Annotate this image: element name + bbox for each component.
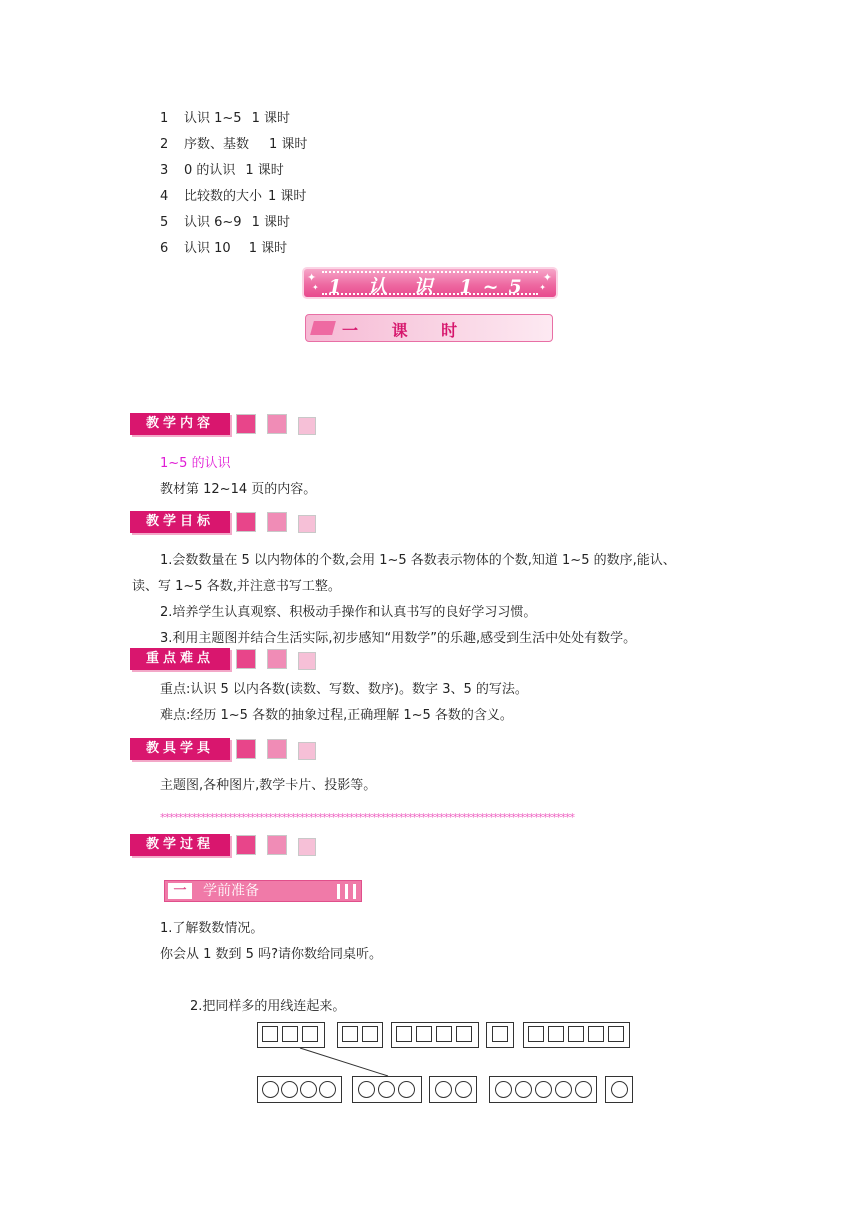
toc-num: 5 — [160, 215, 169, 230]
circles-group[interactable] — [352, 1076, 422, 1103]
section-label: 教具学具 — [130, 738, 230, 760]
goal-line: 2.培养学生认真观察、积极动手操作和认真书写的良好学习习惯。 — [160, 605, 537, 620]
exercise-line: 2.把同样多的用线连起来。 — [190, 999, 346, 1014]
lesson-title: 1 认 识 1~5 — [328, 276, 532, 298]
circle — [435, 1081, 452, 1098]
circle — [378, 1081, 395, 1098]
circle — [515, 1081, 532, 1098]
circles-group[interactable] — [489, 1076, 597, 1103]
toc-time: 1 课时 — [245, 163, 284, 178]
sparkle-icon: ✦ — [542, 271, 552, 284]
key-point-line: 重点:认识 5 以内各数(读数、写数、数序)。数字 3、5 的写法。 — [160, 682, 528, 697]
circles-group[interactable] — [605, 1076, 633, 1103]
lesson-period: 一 课 时 — [342, 321, 472, 340]
toc-time: 1 课时 — [268, 189, 307, 204]
toc-title: 认识 1~5 — [184, 111, 242, 126]
toc-title: 认识 6~9 — [184, 215, 242, 230]
tools-line: 主题图,各种图片,教学卡片、投影等。 — [160, 778, 377, 793]
toc-time: 1 课时 — [269, 137, 308, 152]
circle — [300, 1081, 317, 1098]
goal-line: 1.会数数量在 5 以内物体的个数,会用 1~5 各数表示物体的个数,知道 1~5 的数序,能认、 — [160, 553, 676, 568]
toc-num: 1 — [160, 111, 169, 126]
circle — [281, 1081, 298, 1098]
step-number: 一 — [168, 883, 192, 899]
toc-title: 序数、基数 — [184, 137, 250, 152]
circle — [495, 1081, 512, 1098]
exercise-line: 你会从 1 数到 5 吗?请你数给同桌听。 — [160, 947, 382, 962]
circle — [555, 1081, 572, 1098]
section-label: 重点难点 — [130, 648, 230, 670]
content-text: 教材第 12~14 页的内容。 — [160, 482, 317, 497]
section-label: 教学内容 — [130, 413, 230, 435]
toc-title: 认识 10 — [184, 241, 231, 256]
circle — [262, 1081, 279, 1098]
toc-num: 4 — [160, 189, 169, 204]
circle — [575, 1081, 592, 1098]
step-title: 学前准备 — [203, 883, 259, 899]
toc-num: 2 — [160, 137, 169, 152]
toc-time: 1 课时 — [251, 111, 290, 126]
circle — [455, 1081, 472, 1098]
exercise-line: 1.了解数数情况。 — [160, 921, 264, 936]
toc-time: 1 课时 — [248, 241, 288, 256]
circle — [319, 1081, 336, 1098]
key-point-line: 难点:经历 1~5 各数的抽象过程,正确理解 1~5 各数的含义。 — [160, 708, 513, 723]
goal-line: 读、写 1~5 各数,并注意书写工整。 — [132, 579, 341, 594]
toc-num: 3 — [160, 163, 169, 178]
toc-title: 0 的认识 — [184, 163, 236, 178]
content-topic: 1~5 的认识 — [160, 456, 231, 471]
toc-time: 1 课时 — [251, 215, 290, 230]
section-label: 教学过程 — [130, 834, 230, 856]
sparkle-icon: ✦ — [307, 271, 317, 284]
star-separator: ******************************************************************************************** — [160, 811, 574, 824]
toc-title: 比较数的大小 — [184, 189, 263, 204]
circles-group[interactable] — [429, 1076, 477, 1103]
circle — [611, 1081, 628, 1098]
circles-group[interactable] — [257, 1076, 342, 1103]
circle — [535, 1081, 552, 1098]
circle — [358, 1081, 375, 1098]
circle — [398, 1081, 415, 1098]
sparkle-icon: ✦ — [539, 283, 546, 292]
section-label: 教学目标 — [130, 511, 230, 533]
toc-num: 6 — [160, 241, 169, 256]
sparkle-icon: ✦ — [312, 283, 319, 292]
goal-line: 3.利用主题图并结合生活实际,初步感知“用数学”的乐趣,感受到生活中处处有数学。 — [160, 631, 637, 646]
